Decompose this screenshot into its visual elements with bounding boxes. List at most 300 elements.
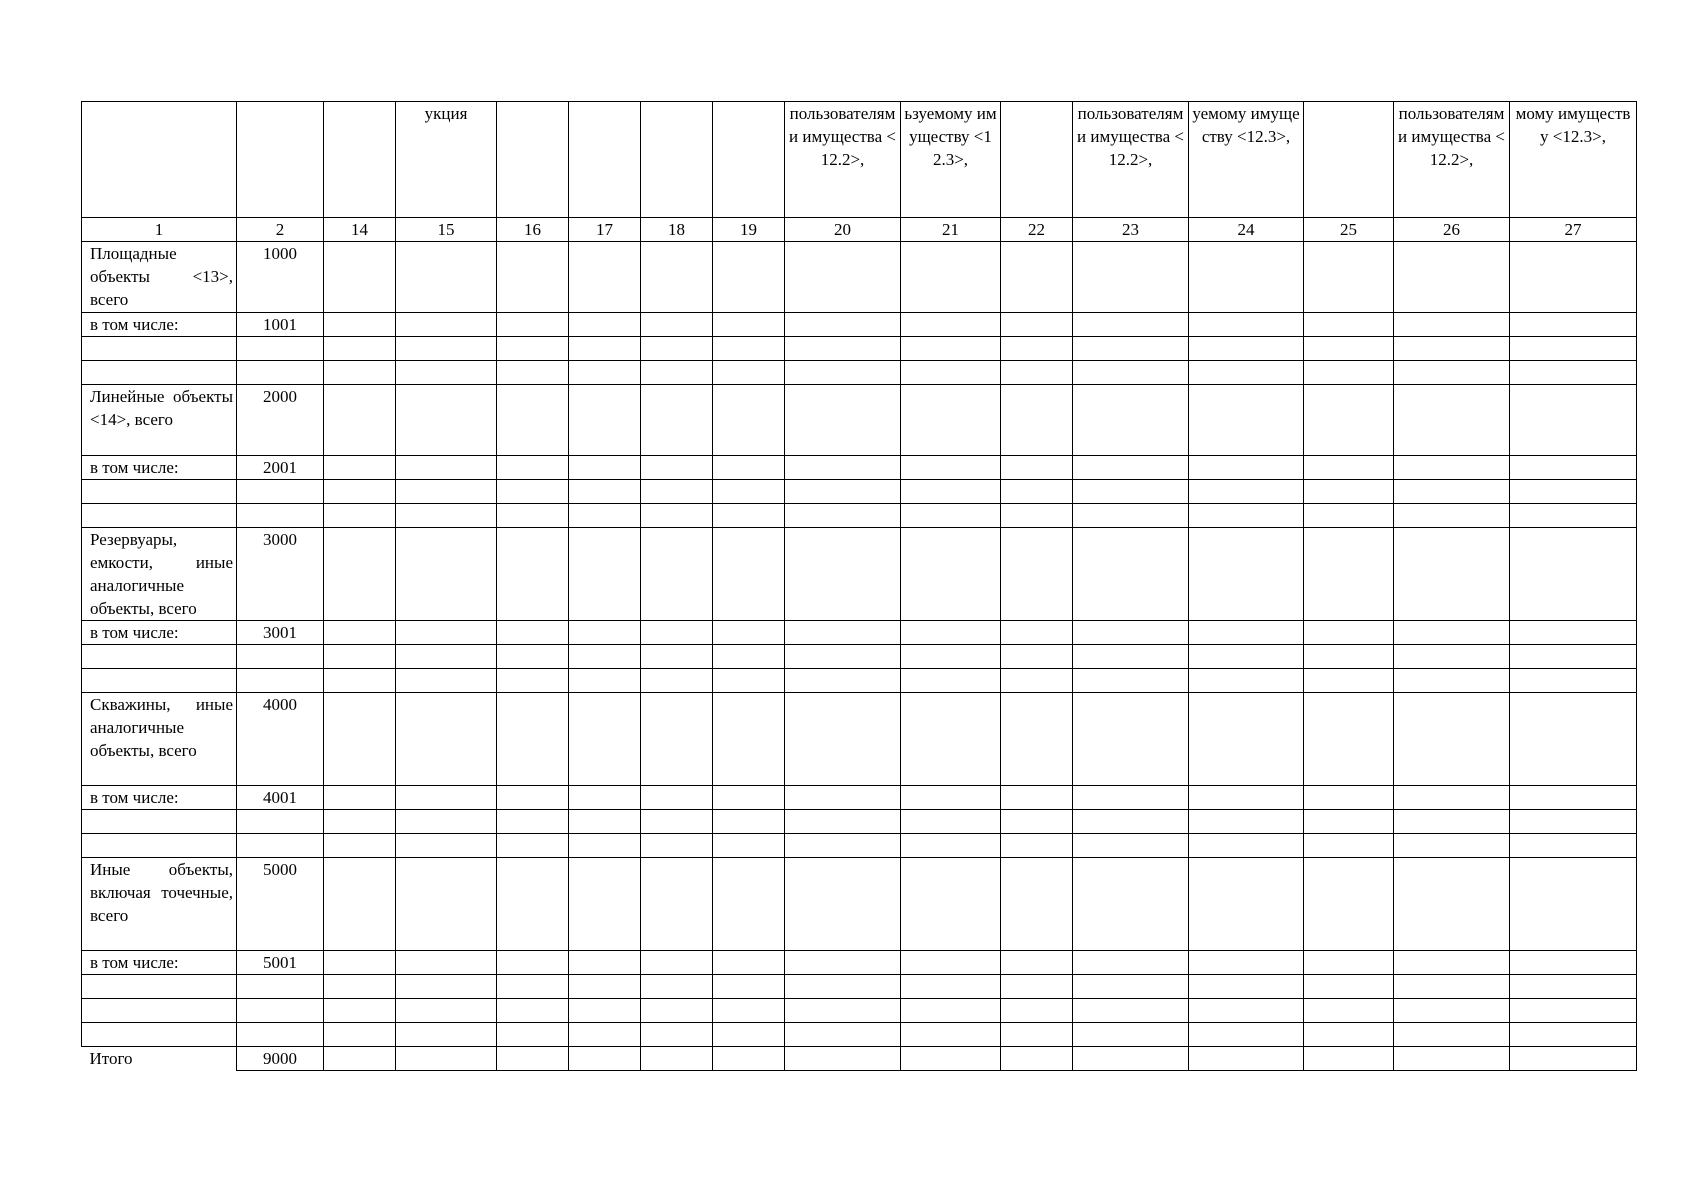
row-code: 5000 <box>237 858 324 951</box>
empty-cell <box>901 645 1001 669</box>
row-label: Иные объекты, включая точечные, всего <box>82 858 237 951</box>
empty-cell <box>1001 385 1073 456</box>
empty-cell <box>1394 456 1510 480</box>
empty-cell <box>569 385 641 456</box>
empty-cell <box>1189 810 1304 834</box>
row-label <box>82 1023 237 1047</box>
column-number: 24 <box>1189 218 1304 242</box>
empty-cell <box>901 999 1001 1023</box>
empty-cell <box>1189 669 1304 693</box>
empty-cell <box>1304 975 1394 999</box>
empty-cell <box>1394 385 1510 456</box>
row-label: в том числе: <box>82 456 237 480</box>
subtotal-row <box>82 313 1637 337</box>
column-number: 22 <box>1001 218 1073 242</box>
empty-cell <box>785 385 901 456</box>
row-label: Резервуары, емкости, иные аналогичные объекты, всего <box>82 528 237 621</box>
total-row <box>82 1047 1637 1071</box>
empty-cell <box>641 858 713 951</box>
empty-cell <box>1394 810 1510 834</box>
column-number-row <box>82 218 1637 242</box>
group-row <box>82 693 1637 786</box>
empty-cell <box>1510 786 1637 810</box>
empty-cell <box>1510 858 1637 951</box>
empty-cell <box>713 385 785 456</box>
empty-cell <box>1189 834 1304 858</box>
empty-cell <box>569 786 641 810</box>
row-code: 1000 <box>237 242 324 313</box>
row-code: 3001 <box>237 621 324 645</box>
empty-cell <box>1394 858 1510 951</box>
empty-cell <box>1394 337 1510 361</box>
empty-cell <box>396 645 497 669</box>
empty-cell <box>641 361 713 385</box>
empty-cell <box>1510 645 1637 669</box>
empty-cell <box>785 786 901 810</box>
empty-cell <box>901 669 1001 693</box>
empty-cell <box>901 385 1001 456</box>
empty-cell <box>641 786 713 810</box>
empty-cell <box>497 999 569 1023</box>
column-number: 25 <box>1304 218 1394 242</box>
empty-cell <box>1394 621 1510 645</box>
header-cell-21: ьзуемому имуществу <12.3>, <box>901 102 1001 218</box>
empty-cell <box>713 504 785 528</box>
empty-cell <box>569 504 641 528</box>
empty-cell <box>569 1047 641 1071</box>
empty-cell <box>1073 337 1189 361</box>
row-label: в том числе: <box>82 951 237 975</box>
empty-cell <box>324 480 396 504</box>
blank-row <box>82 1023 1637 1047</box>
group-row <box>82 385 1637 456</box>
empty-cell <box>785 810 901 834</box>
header-cell-18 <box>641 102 713 218</box>
row-code <box>237 645 324 669</box>
empty-cell <box>1189 975 1304 999</box>
header-cell-1 <box>82 102 237 218</box>
empty-cell <box>1510 693 1637 786</box>
empty-cell <box>1001 951 1073 975</box>
empty-cell <box>641 313 713 337</box>
blank-row <box>82 361 1637 385</box>
column-number: 17 <box>569 218 641 242</box>
empty-cell <box>1304 810 1394 834</box>
empty-cell <box>396 834 497 858</box>
empty-cell <box>641 504 713 528</box>
empty-cell <box>785 693 901 786</box>
empty-cell <box>324 693 396 786</box>
empty-cell <box>324 313 396 337</box>
empty-cell <box>396 361 497 385</box>
empty-cell <box>1001 1047 1073 1071</box>
empty-cell <box>396 313 497 337</box>
empty-cell <box>569 456 641 480</box>
empty-cell <box>324 645 396 669</box>
empty-cell <box>497 669 569 693</box>
header-cell-23: пользователями имущества <12.2>, <box>1073 102 1189 218</box>
blank-row <box>82 810 1637 834</box>
blank-row <box>82 504 1637 528</box>
row-code: 2001 <box>237 456 324 480</box>
empty-cell <box>1189 645 1304 669</box>
empty-cell <box>1394 669 1510 693</box>
empty-cell <box>1304 621 1394 645</box>
column-number: 14 <box>324 218 396 242</box>
empty-cell <box>396 951 497 975</box>
empty-cell <box>1189 337 1304 361</box>
empty-cell <box>901 361 1001 385</box>
header-cell-25 <box>1304 102 1394 218</box>
empty-cell <box>785 1047 901 1071</box>
empty-cell <box>1304 669 1394 693</box>
empty-cell <box>1001 834 1073 858</box>
empty-cell <box>569 951 641 975</box>
row-code <box>237 480 324 504</box>
empty-cell <box>713 337 785 361</box>
empty-cell <box>1073 528 1189 621</box>
empty-cell <box>1073 385 1189 456</box>
empty-cell <box>497 1047 569 1071</box>
report-table <box>81 101 1637 1071</box>
empty-cell <box>785 504 901 528</box>
empty-cell <box>324 669 396 693</box>
empty-cell <box>641 693 713 786</box>
empty-cell <box>396 456 497 480</box>
empty-cell <box>1304 693 1394 786</box>
empty-cell <box>785 669 901 693</box>
empty-cell <box>497 810 569 834</box>
empty-cell <box>1189 528 1304 621</box>
row-label <box>82 810 237 834</box>
empty-cell <box>1001 1023 1073 1047</box>
row-code: 3000 <box>237 528 324 621</box>
empty-cell <box>713 528 785 621</box>
empty-cell <box>396 621 497 645</box>
group-row <box>82 242 1637 313</box>
empty-cell <box>901 313 1001 337</box>
empty-cell <box>1510 999 1637 1023</box>
empty-cell <box>1001 999 1073 1023</box>
empty-cell <box>1073 621 1189 645</box>
empty-cell <box>569 313 641 337</box>
empty-cell <box>641 480 713 504</box>
empty-cell <box>1394 693 1510 786</box>
empty-cell <box>1001 480 1073 504</box>
empty-cell <box>641 645 713 669</box>
blank-row <box>82 834 1637 858</box>
empty-cell <box>569 645 641 669</box>
empty-cell <box>785 834 901 858</box>
empty-cell <box>713 361 785 385</box>
empty-cell <box>324 242 396 313</box>
empty-cell <box>324 1047 396 1071</box>
empty-cell <box>1304 1047 1394 1071</box>
subtotal-row <box>82 786 1637 810</box>
row-label: Итого <box>82 1047 237 1071</box>
empty-cell <box>1394 242 1510 313</box>
empty-cell <box>641 1047 713 1071</box>
empty-cell <box>1189 1047 1304 1071</box>
empty-cell <box>1510 242 1637 313</box>
empty-cell <box>497 385 569 456</box>
subtotal-row <box>82 951 1637 975</box>
empty-cell <box>641 810 713 834</box>
empty-cell <box>901 337 1001 361</box>
blank-row <box>82 480 1637 504</box>
row-label <box>82 480 237 504</box>
empty-cell <box>1510 975 1637 999</box>
row-label: в том числе: <box>82 621 237 645</box>
empty-cell <box>713 951 785 975</box>
empty-cell <box>1001 858 1073 951</box>
empty-cell <box>713 313 785 337</box>
empty-cell <box>1394 528 1510 621</box>
empty-cell <box>569 858 641 951</box>
empty-cell <box>497 361 569 385</box>
empty-cell <box>1304 786 1394 810</box>
empty-cell <box>1510 480 1637 504</box>
empty-cell <box>1001 669 1073 693</box>
empty-cell <box>497 786 569 810</box>
empty-cell <box>497 242 569 313</box>
empty-cell <box>497 528 569 621</box>
empty-cell <box>396 480 497 504</box>
empty-cell <box>1189 951 1304 975</box>
empty-cell <box>1304 361 1394 385</box>
empty-cell <box>1073 858 1189 951</box>
empty-cell <box>1001 361 1073 385</box>
empty-cell <box>901 242 1001 313</box>
empty-cell <box>1394 1047 1510 1071</box>
empty-cell <box>901 810 1001 834</box>
empty-cell <box>1304 645 1394 669</box>
empty-cell <box>1510 810 1637 834</box>
empty-cell <box>324 786 396 810</box>
empty-cell <box>1304 456 1394 480</box>
empty-cell <box>1001 621 1073 645</box>
row-code: 9000 <box>237 1047 324 1071</box>
header-cell-2 <box>237 102 324 218</box>
empty-cell <box>396 337 497 361</box>
empty-cell <box>396 786 497 810</box>
empty-cell <box>641 621 713 645</box>
empty-cell <box>1189 456 1304 480</box>
empty-cell <box>1001 504 1073 528</box>
empty-cell <box>1189 480 1304 504</box>
empty-cell <box>1073 480 1189 504</box>
empty-cell <box>1189 999 1304 1023</box>
row-label <box>82 975 237 999</box>
empty-cell <box>569 337 641 361</box>
row-code <box>237 975 324 999</box>
header-cell-22 <box>1001 102 1073 218</box>
empty-cell <box>1304 951 1394 975</box>
empty-cell <box>396 810 497 834</box>
empty-cell <box>1304 834 1394 858</box>
empty-cell <box>396 999 497 1023</box>
empty-cell <box>396 1047 497 1071</box>
empty-cell <box>1001 645 1073 669</box>
empty-cell <box>1304 385 1394 456</box>
row-code <box>237 834 324 858</box>
empty-cell <box>569 999 641 1023</box>
row-code: 1001 <box>237 313 324 337</box>
empty-cell <box>1073 834 1189 858</box>
empty-cell <box>641 669 713 693</box>
empty-cell <box>497 858 569 951</box>
empty-cell <box>1304 337 1394 361</box>
empty-cell <box>901 480 1001 504</box>
empty-cell <box>324 975 396 999</box>
empty-cell <box>497 456 569 480</box>
empty-cell <box>324 361 396 385</box>
empty-cell <box>1394 786 1510 810</box>
empty-cell <box>569 834 641 858</box>
empty-cell <box>901 975 1001 999</box>
header-cell-14 <box>324 102 396 218</box>
empty-cell <box>1510 669 1637 693</box>
column-number: 23 <box>1073 218 1189 242</box>
empty-cell <box>324 834 396 858</box>
empty-cell <box>713 621 785 645</box>
empty-cell <box>901 693 1001 786</box>
empty-cell <box>641 456 713 480</box>
row-label: Линейные объекты <14>, всего <box>82 385 237 456</box>
empty-cell <box>901 456 1001 480</box>
empty-cell <box>1189 361 1304 385</box>
empty-cell <box>497 313 569 337</box>
empty-cell <box>713 669 785 693</box>
row-code <box>237 361 324 385</box>
empty-cell <box>396 504 497 528</box>
row-code <box>237 1023 324 1047</box>
row-code: 5001 <box>237 951 324 975</box>
empty-cell <box>1189 313 1304 337</box>
empty-cell <box>641 242 713 313</box>
empty-cell <box>396 385 497 456</box>
empty-cell <box>1073 1023 1189 1047</box>
header-cell-27: мому имуществу <12.3>, <box>1510 102 1637 218</box>
empty-cell <box>569 621 641 645</box>
empty-cell <box>396 693 497 786</box>
empty-cell <box>1073 951 1189 975</box>
empty-cell <box>1189 1023 1304 1047</box>
row-label: в том числе: <box>82 313 237 337</box>
empty-cell <box>1001 337 1073 361</box>
empty-cell <box>641 999 713 1023</box>
empty-cell <box>901 786 1001 810</box>
empty-cell <box>1001 313 1073 337</box>
empty-cell <box>785 528 901 621</box>
blank-row <box>82 975 1637 999</box>
empty-cell <box>1073 693 1189 786</box>
row-label <box>82 669 237 693</box>
empty-cell <box>1394 313 1510 337</box>
row-code <box>237 669 324 693</box>
empty-cell <box>324 951 396 975</box>
row-label: в том числе: <box>82 786 237 810</box>
empty-cell <box>1394 951 1510 975</box>
header-cell-24: уемому имуществу <12.3>, <box>1189 102 1304 218</box>
empty-cell <box>785 337 901 361</box>
empty-cell <box>713 645 785 669</box>
header-cell-20: пользователями имущества <12.2>, <box>785 102 901 218</box>
empty-cell <box>324 456 396 480</box>
empty-cell <box>785 858 901 951</box>
empty-cell <box>1394 999 1510 1023</box>
empty-cell <box>497 480 569 504</box>
empty-cell <box>1510 313 1637 337</box>
empty-cell <box>1510 528 1637 621</box>
empty-cell <box>324 337 396 361</box>
empty-cell <box>497 504 569 528</box>
empty-cell <box>713 975 785 999</box>
empty-cell <box>1304 999 1394 1023</box>
empty-cell <box>1001 975 1073 999</box>
column-number: 27 <box>1510 218 1637 242</box>
row-label <box>82 361 237 385</box>
empty-cell <box>641 975 713 999</box>
empty-cell <box>713 1023 785 1047</box>
row-label <box>82 504 237 528</box>
empty-cell <box>497 645 569 669</box>
empty-cell <box>1510 834 1637 858</box>
column-number: 21 <box>901 218 1001 242</box>
empty-cell <box>901 621 1001 645</box>
empty-cell <box>569 361 641 385</box>
row-code <box>237 504 324 528</box>
column-number: 1 <box>82 218 237 242</box>
blank-row <box>82 999 1637 1023</box>
empty-cell <box>1189 504 1304 528</box>
header-cell-17 <box>569 102 641 218</box>
empty-cell <box>641 385 713 456</box>
subtotal-row <box>82 621 1637 645</box>
empty-cell <box>1073 456 1189 480</box>
empty-cell <box>785 313 901 337</box>
empty-cell <box>1510 456 1637 480</box>
empty-cell <box>569 480 641 504</box>
empty-cell <box>785 1023 901 1047</box>
empty-cell <box>1189 693 1304 786</box>
row-label <box>82 337 237 361</box>
empty-cell <box>785 951 901 975</box>
empty-cell <box>324 810 396 834</box>
empty-cell <box>497 951 569 975</box>
empty-cell <box>901 1023 1001 1047</box>
empty-cell <box>1304 504 1394 528</box>
empty-cell <box>1510 1047 1637 1071</box>
row-code <box>237 337 324 361</box>
empty-cell <box>1304 480 1394 504</box>
empty-cell <box>1073 669 1189 693</box>
empty-cell <box>1189 242 1304 313</box>
group-row <box>82 528 1637 621</box>
empty-cell <box>396 242 497 313</box>
empty-cell <box>396 528 497 621</box>
empty-cell <box>901 504 1001 528</box>
empty-cell <box>1394 1023 1510 1047</box>
empty-cell <box>1073 999 1189 1023</box>
empty-cell <box>1001 786 1073 810</box>
empty-cell <box>497 834 569 858</box>
empty-cell <box>1304 528 1394 621</box>
empty-cell <box>324 504 396 528</box>
empty-cell <box>497 621 569 645</box>
empty-cell <box>1073 786 1189 810</box>
empty-cell <box>1510 621 1637 645</box>
